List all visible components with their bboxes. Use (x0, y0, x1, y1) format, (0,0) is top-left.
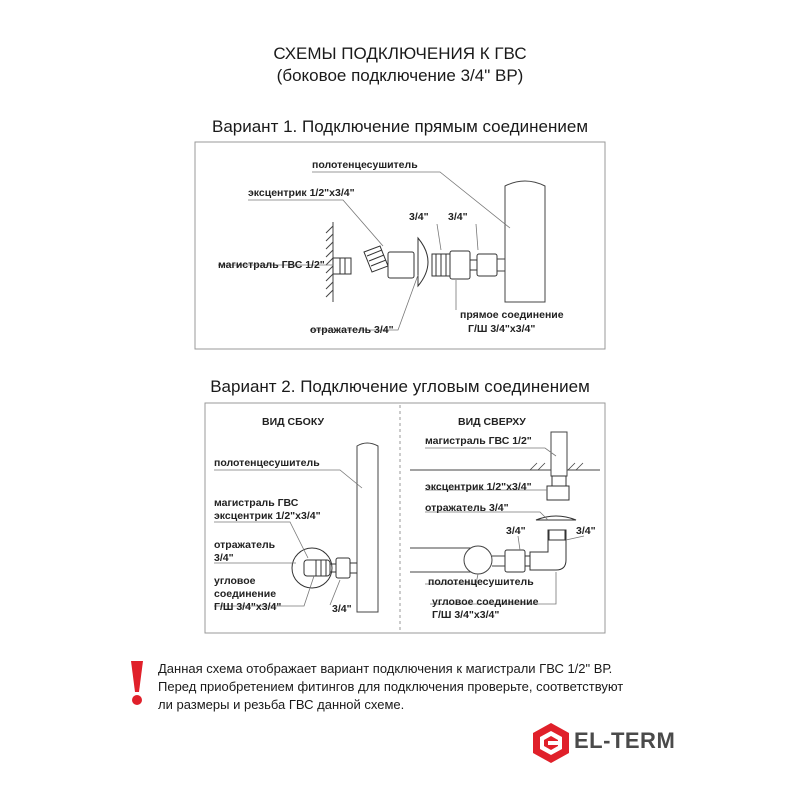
v1-straight-label-1: прямое соединение (460, 309, 564, 321)
v2-top-main: магистраль ГВС 1/2" (425, 435, 532, 447)
variant2-title: Вариант 2. Подключение угловым соединением (210, 377, 590, 396)
v1-eccentric-label: эксцентрик 1/2"x3/4" (248, 187, 355, 199)
v2-top-size-a: 3/4" (506, 525, 526, 537)
top-towel-dryer (410, 548, 470, 572)
notice-line-1: Данная схема отображает вариант подключения к магистрали ГВС 1/2" ВР. (158, 661, 613, 676)
v1-straight-label-2: Г/Ш 3/4"x3/4" (468, 323, 536, 335)
v2-side-main-2: эксцентрик 1/2"x3/4" (214, 510, 321, 522)
top-main-thread (552, 476, 566, 486)
v1-size-a-label: 3/4" (409, 211, 429, 223)
warning-exclamation-icon (128, 660, 150, 706)
notice-text (158, 660, 718, 714)
v2-side-heading: ВИД СБОКУ (262, 416, 325, 428)
v2-side-size: 3/4" (332, 603, 352, 615)
v2-top-angle-1: угловое соединение (432, 596, 539, 608)
v2-side-towel-dryer: полотенцесушитель (214, 457, 320, 469)
towel-dryer-pipe (505, 181, 545, 302)
v1-reflector-label: отражатель 3/4" (310, 324, 394, 336)
v2-top-towel-dryer: полотенцесушитель (428, 576, 534, 588)
v2-top-reflector: отражатель 3/4" (425, 502, 509, 514)
page-subtitle: (боковое подключение 3/4" ВР) (276, 66, 524, 85)
v2-side-main-1: магистраль ГВС (214, 497, 299, 509)
main-pipe-stub (333, 258, 351, 274)
v2-top-angle-2: Г/Ш 3/4"x3/4" (432, 609, 500, 621)
eccentric-fitting (364, 246, 414, 278)
top-reflector (536, 516, 576, 520)
v1-size-b-label: 3/4" (448, 211, 468, 223)
notice-line-3: ли размеры и резьба ГВС данной схеме. (158, 697, 405, 712)
v2-top-size-b: 3/4" (576, 525, 596, 537)
notice-line-2: Перед приобретением фитингов для подключения проверьте, соответствуют (158, 679, 624, 694)
straight-connector (432, 251, 497, 279)
wall-hatch (326, 222, 333, 302)
el-term-logo-icon (532, 722, 570, 764)
v2-side-angle-3: Г/Ш 3/4"x3/4" (214, 601, 282, 613)
v2-side-angle-1: угловое (214, 575, 256, 587)
reflector (418, 238, 428, 286)
v2-top-eccentric: эксцентрик 1/2"x3/4" (425, 481, 532, 493)
v1-main-label: магистраль ГВС 1/2" (218, 259, 325, 271)
v2-side-angle-2: соединение (214, 588, 277, 600)
logo-text: EL-TERM (574, 728, 676, 753)
side-towel-dryer (357, 443, 378, 612)
variant1-title: Вариант 1. Подключение прямым соединением (211, 117, 589, 136)
top-eccentric (547, 486, 569, 500)
v2-side-reflector-2: 3/4" (214, 552, 234, 564)
v2-top-heading: ВИД СВЕРХУ (458, 416, 526, 428)
v2-side-reflector-1: отражатель (214, 539, 276, 551)
v1-towel-dryer-label: полотенцесушитель (312, 159, 418, 171)
page-title: СХЕМЫ ПОДКЛЮЧЕНИЯ К ГВС (273, 44, 527, 63)
